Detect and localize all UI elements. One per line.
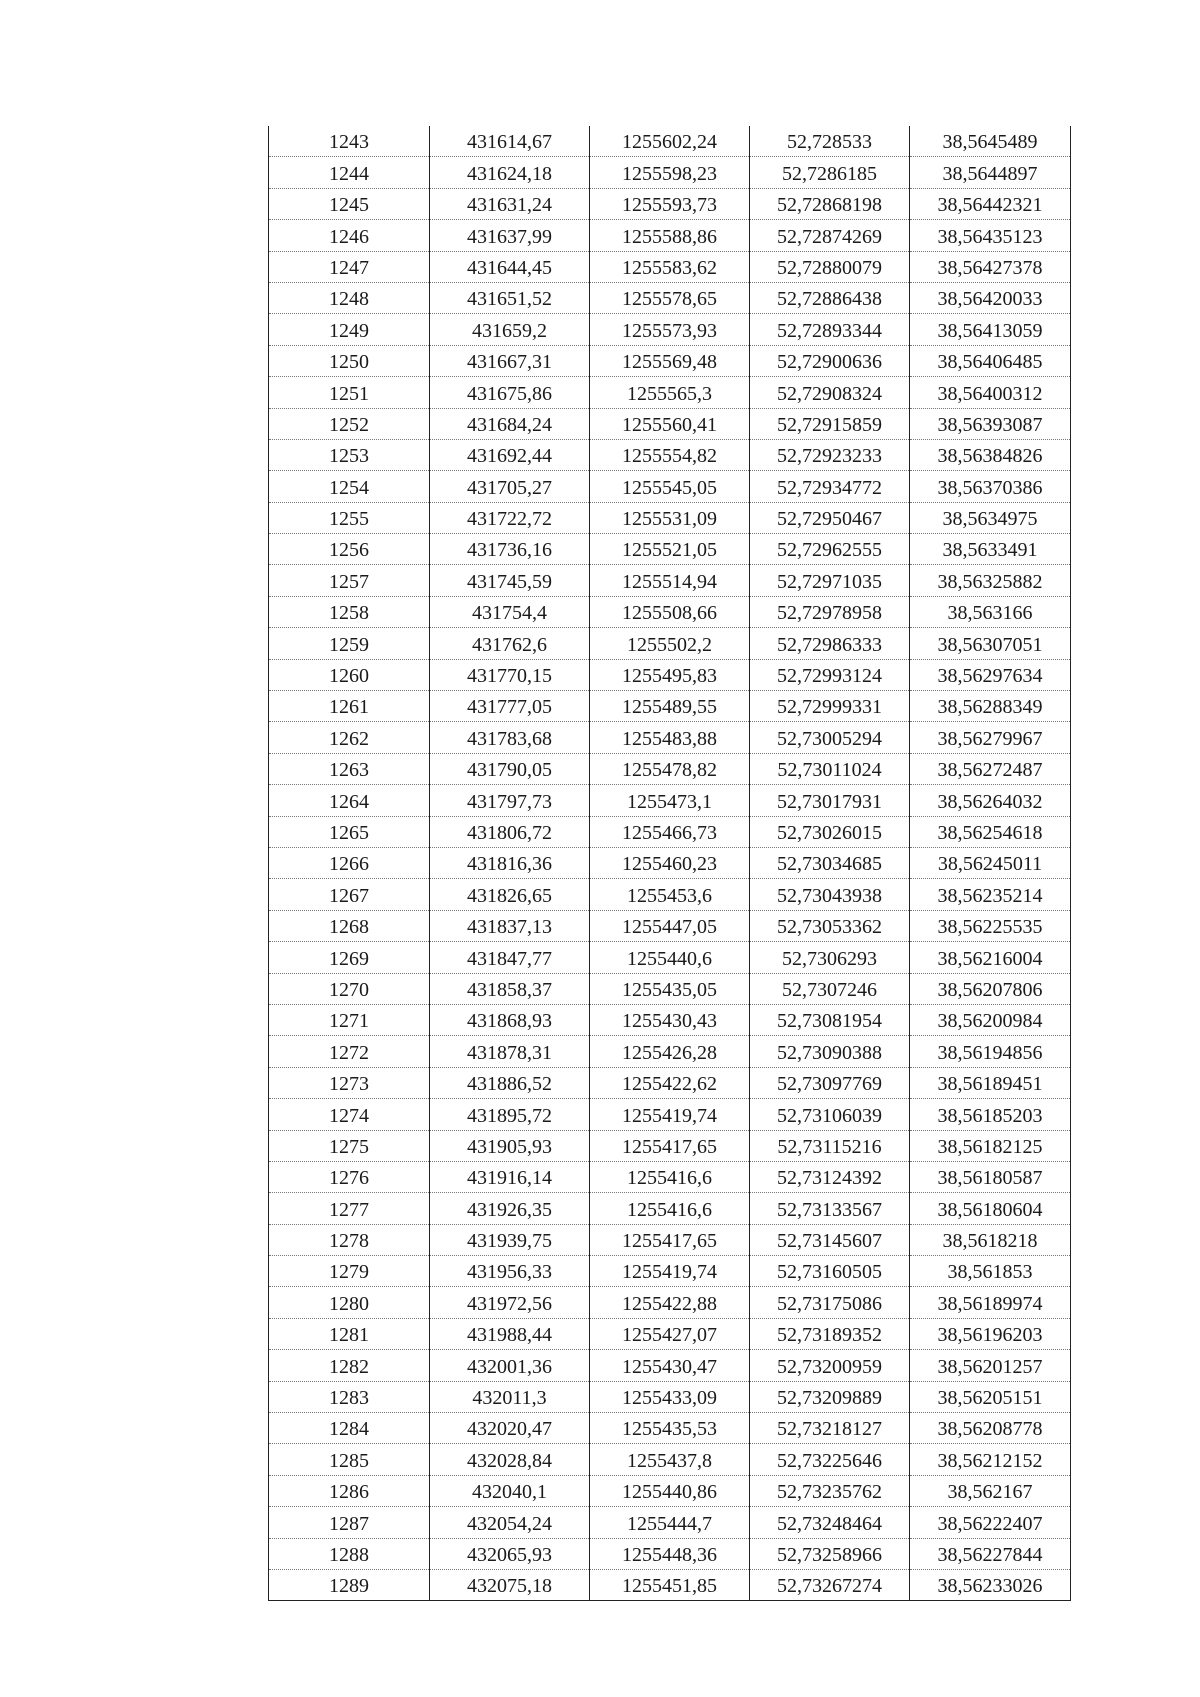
x-coordinate-cell: 431631,24 (430, 188, 590, 219)
y-coordinate-cell: 1255422,62 (590, 1067, 750, 1098)
y-coordinate-cell: 1255437,8 (590, 1444, 750, 1475)
x-coordinate-cell: 431816,36 (430, 847, 590, 878)
point-number-cell: 1259 (269, 628, 430, 659)
latitude-cell: 52,73200959 (750, 1350, 910, 1381)
latitude-cell: 52,73081954 (750, 1004, 910, 1035)
point-number-cell: 1284 (269, 1413, 430, 1444)
point-number-cell: 1257 (269, 565, 430, 596)
y-coordinate-cell: 1255489,55 (590, 691, 750, 722)
x-coordinate-cell: 431926,35 (430, 1193, 590, 1224)
x-coordinate-cell: 431736,16 (430, 534, 590, 565)
x-coordinate-cell: 431905,93 (430, 1130, 590, 1161)
longitude-cell: 38,56245011 (910, 847, 1071, 878)
x-coordinate-cell: 431659,2 (430, 314, 590, 345)
y-coordinate-cell: 1255588,86 (590, 220, 750, 251)
longitude-cell: 38,56427378 (910, 251, 1071, 282)
y-coordinate-cell: 1255598,23 (590, 157, 750, 188)
y-coordinate-cell: 1255573,93 (590, 314, 750, 345)
latitude-cell: 52,73209889 (750, 1381, 910, 1412)
y-coordinate-cell: 1255417,65 (590, 1130, 750, 1161)
table-row (269, 377, 1071, 408)
point-number-cell: 1255 (269, 502, 430, 533)
x-coordinate-cell: 431754,4 (430, 596, 590, 627)
y-coordinate-cell: 1255447,05 (590, 910, 750, 941)
table-row (269, 471, 1071, 502)
point-number-cell: 1282 (269, 1350, 430, 1381)
y-coordinate-cell: 1255545,05 (590, 471, 750, 502)
table-row (269, 188, 1071, 219)
table-row (269, 816, 1071, 847)
latitude-cell: 52,73026015 (750, 816, 910, 847)
longitude-cell: 38,563166 (910, 596, 1071, 627)
x-coordinate-cell: 431972,56 (430, 1287, 590, 1318)
point-number-cell: 1281 (269, 1318, 430, 1349)
latitude-cell: 52,72986333 (750, 628, 910, 659)
table-row (269, 251, 1071, 282)
longitude-cell: 38,56200984 (910, 1004, 1071, 1035)
x-coordinate-cell: 431806,72 (430, 816, 590, 847)
x-coordinate-cell: 431956,33 (430, 1256, 590, 1287)
longitude-cell: 38,56182125 (910, 1130, 1071, 1161)
x-coordinate-cell: 431762,6 (430, 628, 590, 659)
latitude-cell: 52,73034685 (750, 847, 910, 878)
longitude-cell: 38,56189451 (910, 1067, 1071, 1098)
longitude-cell: 38,56212152 (910, 1444, 1071, 1475)
latitude-cell: 52,73225646 (750, 1444, 910, 1475)
point-number-cell: 1273 (269, 1067, 430, 1098)
point-number-cell: 1285 (269, 1444, 430, 1475)
x-coordinate-cell: 431684,24 (430, 408, 590, 439)
point-number-cell: 1256 (269, 534, 430, 565)
table-row (269, 1193, 1071, 1224)
x-coordinate-cell: 431988,44 (430, 1318, 590, 1349)
point-number-cell: 1274 (269, 1099, 430, 1130)
latitude-cell: 52,72900636 (750, 345, 910, 376)
table-row (269, 1318, 1071, 1349)
latitude-cell: 52,72893344 (750, 314, 910, 345)
latitude-cell: 52,73106039 (750, 1099, 910, 1130)
latitude-cell: 52,73005294 (750, 722, 910, 753)
x-coordinate-cell: 431790,05 (430, 753, 590, 784)
longitude-cell: 38,56235214 (910, 879, 1071, 910)
point-number-cell: 1267 (269, 879, 430, 910)
point-number-cell: 1288 (269, 1538, 430, 1569)
x-coordinate-cell: 431651,52 (430, 282, 590, 313)
table-row (269, 785, 1071, 816)
point-number-cell: 1264 (269, 785, 430, 816)
longitude-cell: 38,56254618 (910, 816, 1071, 847)
point-number-cell: 1277 (269, 1193, 430, 1224)
point-number-cell: 1260 (269, 659, 430, 690)
longitude-cell: 38,56180604 (910, 1193, 1071, 1224)
point-number-cell: 1271 (269, 1004, 430, 1035)
latitude-cell: 52,73235762 (750, 1475, 910, 1506)
latitude-cell: 52,73218127 (750, 1413, 910, 1444)
longitude-cell: 38,56222407 (910, 1507, 1071, 1538)
coordinates-table-body (269, 126, 1071, 1601)
longitude-cell: 38,5634975 (910, 502, 1071, 533)
y-coordinate-cell: 1255531,09 (590, 502, 750, 533)
latitude-cell: 52,73090388 (750, 1036, 910, 1067)
table-row (269, 1350, 1071, 1381)
table-row (269, 722, 1071, 753)
point-number-cell: 1280 (269, 1287, 430, 1318)
table-row (269, 345, 1071, 376)
longitude-cell: 38,5645489 (910, 126, 1071, 157)
longitude-cell: 38,56400312 (910, 377, 1071, 408)
coordinates-table (268, 126, 1071, 1601)
longitude-cell: 38,56413059 (910, 314, 1071, 345)
longitude-cell: 38,5644897 (910, 157, 1071, 188)
latitude-cell: 52,72868198 (750, 188, 910, 219)
y-coordinate-cell: 1255514,94 (590, 565, 750, 596)
x-coordinate-cell: 431797,73 (430, 785, 590, 816)
latitude-cell: 52,73017931 (750, 785, 910, 816)
x-coordinate-cell: 432075,18 (430, 1569, 590, 1600)
point-number-cell: 1275 (269, 1130, 430, 1161)
y-coordinate-cell: 1255416,6 (590, 1193, 750, 1224)
y-coordinate-cell: 1255483,88 (590, 722, 750, 753)
longitude-cell: 38,56185203 (910, 1099, 1071, 1130)
x-coordinate-cell: 431675,86 (430, 377, 590, 408)
y-coordinate-cell: 1255416,6 (590, 1161, 750, 1192)
point-number-cell: 1248 (269, 282, 430, 313)
latitude-cell: 52,72978958 (750, 596, 910, 627)
longitude-cell: 38,5618218 (910, 1224, 1071, 1255)
latitude-cell: 52,73043938 (750, 879, 910, 910)
point-number-cell: 1253 (269, 439, 430, 470)
y-coordinate-cell: 1255427,07 (590, 1318, 750, 1349)
point-number-cell: 1251 (269, 377, 430, 408)
longitude-cell: 38,56216004 (910, 942, 1071, 973)
longitude-cell: 38,56307051 (910, 628, 1071, 659)
latitude-cell: 52,73053362 (750, 910, 910, 941)
longitude-cell: 38,5633491 (910, 534, 1071, 565)
x-coordinate-cell: 431624,18 (430, 157, 590, 188)
x-coordinate-cell: 431858,37 (430, 973, 590, 1004)
y-coordinate-cell: 1255417,65 (590, 1224, 750, 1255)
point-number-cell: 1289 (269, 1569, 430, 1600)
table-row (269, 126, 1071, 157)
table-row (269, 220, 1071, 251)
point-number-cell: 1245 (269, 188, 430, 219)
table-row (269, 1099, 1071, 1130)
x-coordinate-cell: 431895,72 (430, 1099, 590, 1130)
longitude-cell: 38,56406485 (910, 345, 1071, 376)
y-coordinate-cell: 1255444,7 (590, 1507, 750, 1538)
latitude-cell: 52,73124392 (750, 1161, 910, 1192)
table-row (269, 565, 1071, 596)
table-row (269, 439, 1071, 470)
longitude-cell: 38,562167 (910, 1475, 1071, 1506)
table-row (269, 910, 1071, 941)
table-row (269, 1130, 1071, 1161)
x-coordinate-cell: 431886,52 (430, 1067, 590, 1098)
longitude-cell: 38,56201257 (910, 1350, 1071, 1381)
x-coordinate-cell: 432011,3 (430, 1381, 590, 1412)
latitude-cell: 52,72874269 (750, 220, 910, 251)
latitude-cell: 52,72999331 (750, 691, 910, 722)
y-coordinate-cell: 1255460,23 (590, 847, 750, 878)
table-row (269, 1413, 1071, 1444)
latitude-cell: 52,73189352 (750, 1318, 910, 1349)
longitude-cell: 38,56208778 (910, 1413, 1071, 1444)
point-number-cell: 1265 (269, 816, 430, 847)
y-coordinate-cell: 1255426,28 (590, 1036, 750, 1067)
longitude-cell: 38,56384826 (910, 439, 1071, 470)
latitude-cell: 52,72880079 (750, 251, 910, 282)
y-coordinate-cell: 1255453,6 (590, 879, 750, 910)
x-coordinate-cell: 431847,77 (430, 942, 590, 973)
x-coordinate-cell: 431770,15 (430, 659, 590, 690)
latitude-cell: 52,7286185 (750, 157, 910, 188)
point-number-cell: 1272 (269, 1036, 430, 1067)
point-number-cell: 1249 (269, 314, 430, 345)
x-coordinate-cell: 432020,47 (430, 1413, 590, 1444)
table-row (269, 1004, 1071, 1035)
y-coordinate-cell: 1255602,24 (590, 126, 750, 157)
x-coordinate-cell: 431837,13 (430, 910, 590, 941)
table-row (269, 1381, 1071, 1412)
y-coordinate-cell: 1255560,41 (590, 408, 750, 439)
y-coordinate-cell: 1255508,66 (590, 596, 750, 627)
y-coordinate-cell: 1255433,09 (590, 1381, 750, 1412)
table-row (269, 628, 1071, 659)
longitude-cell: 38,56196203 (910, 1318, 1071, 1349)
latitude-cell: 52,73175086 (750, 1287, 910, 1318)
y-coordinate-cell: 1255422,88 (590, 1287, 750, 1318)
x-coordinate-cell: 431705,27 (430, 471, 590, 502)
latitude-cell: 52,73267274 (750, 1569, 910, 1600)
point-number-cell: 1276 (269, 1161, 430, 1192)
point-number-cell: 1278 (269, 1224, 430, 1255)
y-coordinate-cell: 1255478,82 (590, 753, 750, 784)
longitude-cell: 38,56205151 (910, 1381, 1071, 1412)
y-coordinate-cell: 1255440,86 (590, 1475, 750, 1506)
point-number-cell: 1287 (269, 1507, 430, 1538)
y-coordinate-cell: 1255495,83 (590, 659, 750, 690)
point-number-cell: 1252 (269, 408, 430, 439)
latitude-cell: 52,72886438 (750, 282, 910, 313)
latitude-cell: 52,73160505 (750, 1256, 910, 1287)
point-number-cell: 1258 (269, 596, 430, 627)
y-coordinate-cell: 1255554,82 (590, 439, 750, 470)
longitude-cell: 38,56233026 (910, 1569, 1071, 1600)
point-number-cell: 1270 (269, 973, 430, 1004)
longitude-cell: 38,56325882 (910, 565, 1071, 596)
table-row (269, 659, 1071, 690)
x-coordinate-cell: 431777,05 (430, 691, 590, 722)
x-coordinate-cell: 431916,14 (430, 1161, 590, 1192)
point-number-cell: 1263 (269, 753, 430, 784)
longitude-cell: 38,561853 (910, 1256, 1071, 1287)
x-coordinate-cell: 432065,93 (430, 1538, 590, 1569)
latitude-cell: 52,73011024 (750, 753, 910, 784)
table-row (269, 1507, 1071, 1538)
point-number-cell: 1286 (269, 1475, 430, 1506)
table-row (269, 973, 1071, 1004)
longitude-cell: 38,56225535 (910, 910, 1071, 941)
point-number-cell: 1250 (269, 345, 430, 376)
table-row (269, 1161, 1071, 1192)
latitude-cell: 52,72915859 (750, 408, 910, 439)
point-number-cell: 1269 (269, 942, 430, 973)
table-row (269, 157, 1071, 188)
table-row (269, 408, 1071, 439)
y-coordinate-cell: 1255430,43 (590, 1004, 750, 1035)
x-coordinate-cell: 431722,72 (430, 502, 590, 533)
longitude-cell: 38,56288349 (910, 691, 1071, 722)
y-coordinate-cell: 1255435,05 (590, 973, 750, 1004)
y-coordinate-cell: 1255521,05 (590, 534, 750, 565)
table-row (269, 753, 1071, 784)
x-coordinate-cell: 431637,99 (430, 220, 590, 251)
table-row (269, 534, 1071, 565)
y-coordinate-cell: 1255473,1 (590, 785, 750, 816)
x-coordinate-cell: 431783,68 (430, 722, 590, 753)
latitude-cell: 52,72971035 (750, 565, 910, 596)
latitude-cell: 52,72962555 (750, 534, 910, 565)
table-row (269, 691, 1071, 722)
table-row (269, 1224, 1071, 1255)
longitude-cell: 38,56194856 (910, 1036, 1071, 1067)
latitude-cell: 52,73115216 (750, 1130, 910, 1161)
y-coordinate-cell: 1255593,73 (590, 188, 750, 219)
x-coordinate-cell: 432040,1 (430, 1475, 590, 1506)
y-coordinate-cell: 1255466,73 (590, 816, 750, 847)
x-coordinate-cell: 431692,44 (430, 439, 590, 470)
table-row (269, 1475, 1071, 1506)
point-number-cell: 1247 (269, 251, 430, 282)
longitude-cell: 38,56435123 (910, 220, 1071, 251)
y-coordinate-cell: 1255565,3 (590, 377, 750, 408)
x-coordinate-cell: 432028,84 (430, 1444, 590, 1475)
longitude-cell: 38,56370386 (910, 471, 1071, 502)
table-row (269, 1036, 1071, 1067)
latitude-cell: 52,73133567 (750, 1193, 910, 1224)
point-number-cell: 1283 (269, 1381, 430, 1412)
y-coordinate-cell: 1255502,2 (590, 628, 750, 659)
latitude-cell: 52,72950467 (750, 502, 910, 533)
table-row (269, 847, 1071, 878)
y-coordinate-cell: 1255448,36 (590, 1538, 750, 1569)
y-coordinate-cell: 1255435,53 (590, 1413, 750, 1444)
x-coordinate-cell: 431826,65 (430, 879, 590, 910)
table-row (269, 942, 1071, 973)
point-number-cell: 1262 (269, 722, 430, 753)
x-coordinate-cell: 431667,31 (430, 345, 590, 376)
table-row (269, 1444, 1071, 1475)
y-coordinate-cell: 1255451,85 (590, 1569, 750, 1600)
point-number-cell: 1279 (269, 1256, 430, 1287)
x-coordinate-cell: 432054,24 (430, 1507, 590, 1538)
point-number-cell: 1246 (269, 220, 430, 251)
x-coordinate-cell: 431614,67 (430, 126, 590, 157)
longitude-cell: 38,56393087 (910, 408, 1071, 439)
table-row (269, 282, 1071, 313)
table-row (269, 879, 1071, 910)
x-coordinate-cell: 431939,75 (430, 1224, 590, 1255)
y-coordinate-cell: 1255440,6 (590, 942, 750, 973)
y-coordinate-cell: 1255419,74 (590, 1256, 750, 1287)
latitude-cell: 52,72923233 (750, 439, 910, 470)
table-row (269, 1538, 1071, 1569)
longitude-cell: 38,56420033 (910, 282, 1071, 313)
latitude-cell: 52,73097769 (750, 1067, 910, 1098)
latitude-cell: 52,728533 (750, 126, 910, 157)
table-row (269, 1256, 1071, 1287)
table-row (269, 1287, 1071, 1318)
x-coordinate-cell: 431644,45 (430, 251, 590, 282)
point-number-cell: 1268 (269, 910, 430, 941)
longitude-cell: 38,56279967 (910, 722, 1071, 753)
latitude-cell: 52,7307246 (750, 973, 910, 1004)
x-coordinate-cell: 432001,36 (430, 1350, 590, 1381)
x-coordinate-cell: 431878,31 (430, 1036, 590, 1067)
point-number-cell: 1243 (269, 126, 430, 157)
longitude-cell: 38,56189974 (910, 1287, 1071, 1318)
point-number-cell: 1261 (269, 691, 430, 722)
y-coordinate-cell: 1255569,48 (590, 345, 750, 376)
latitude-cell: 52,73258966 (750, 1538, 910, 1569)
y-coordinate-cell: 1255430,47 (590, 1350, 750, 1381)
table-row (269, 502, 1071, 533)
x-coordinate-cell: 431868,93 (430, 1004, 590, 1035)
longitude-cell: 38,56227844 (910, 1538, 1071, 1569)
table-row (269, 1067, 1071, 1098)
point-number-cell: 1254 (269, 471, 430, 502)
longitude-cell: 38,56264032 (910, 785, 1071, 816)
longitude-cell: 38,56442321 (910, 188, 1071, 219)
latitude-cell: 52,72908324 (750, 377, 910, 408)
latitude-cell: 52,73145607 (750, 1224, 910, 1255)
longitude-cell: 38,56272487 (910, 753, 1071, 784)
y-coordinate-cell: 1255583,62 (590, 251, 750, 282)
latitude-cell: 52,73248464 (750, 1507, 910, 1538)
table-row (269, 1569, 1071, 1600)
longitude-cell: 38,56297634 (910, 659, 1071, 690)
y-coordinate-cell: 1255419,74 (590, 1099, 750, 1130)
latitude-cell: 52,72934772 (750, 471, 910, 502)
point-number-cell: 1266 (269, 847, 430, 878)
latitude-cell: 52,7306293 (750, 942, 910, 973)
table-row (269, 314, 1071, 345)
longitude-cell: 38,56180587 (910, 1161, 1071, 1192)
table-row (269, 596, 1071, 627)
point-number-cell: 1244 (269, 157, 430, 188)
x-coordinate-cell: 431745,59 (430, 565, 590, 596)
latitude-cell: 52,72993124 (750, 659, 910, 690)
longitude-cell: 38,56207806 (910, 973, 1071, 1004)
y-coordinate-cell: 1255578,65 (590, 282, 750, 313)
